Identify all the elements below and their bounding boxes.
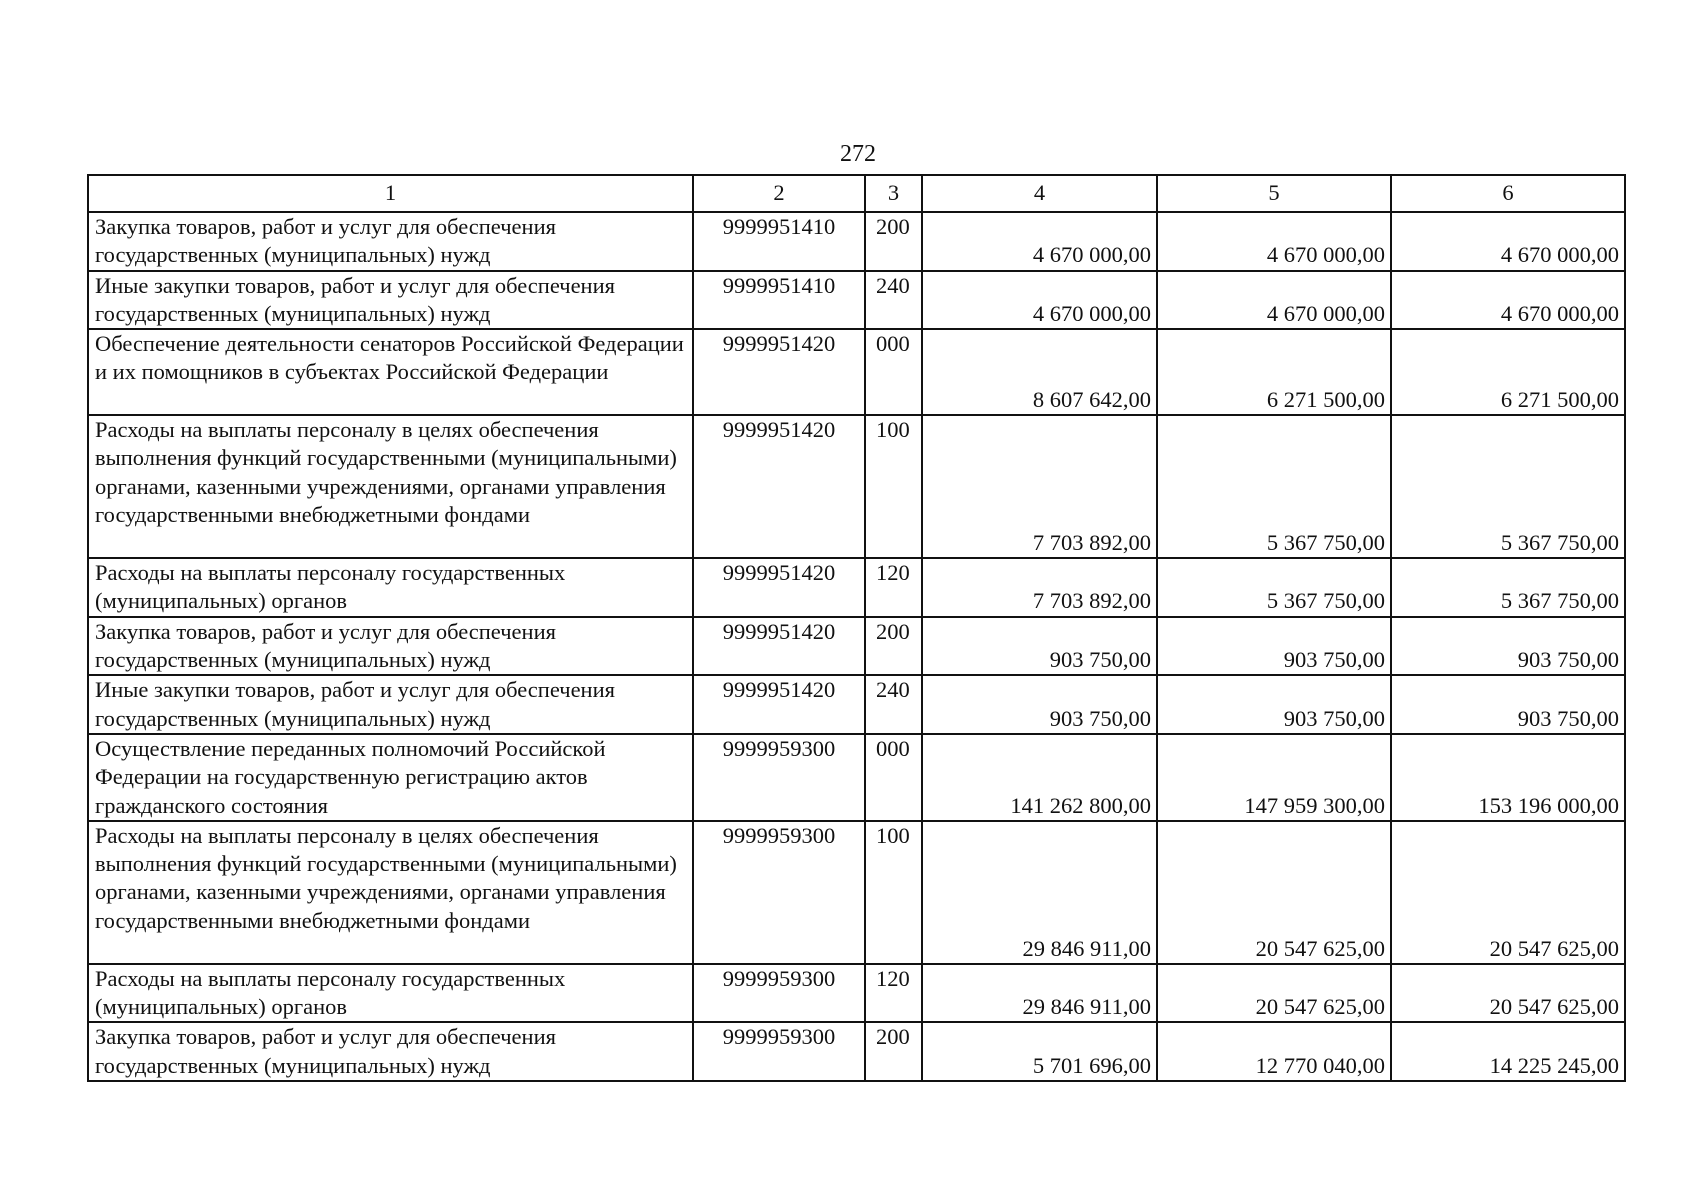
row-amount-col5: 147 959 300,00 xyxy=(1157,734,1391,821)
row-amount-col5: 20 547 625,00 xyxy=(1157,821,1391,964)
row-target-code: 9999951410 xyxy=(693,212,865,271)
row-description: Расходы на выплаты персоналу государственных (муниципальных) органов xyxy=(88,558,693,617)
column-header-2: 2 xyxy=(693,175,865,212)
table-row xyxy=(88,734,1625,821)
row-amount-col4: 141 262 800,00 xyxy=(922,734,1157,821)
row-description: Закупка товаров, работ и услуг для обеспечения государственных (муниципальных) нужд xyxy=(88,212,693,271)
row-amount-col4: 903 750,00 xyxy=(922,617,1157,676)
row-description: Осуществление переданных полномочий Российской Федерации на государственную регистрацию актов гражданского состояния xyxy=(88,734,693,821)
row-target-code: 9999951420 xyxy=(693,675,865,734)
row-amount-col5: 903 750,00 xyxy=(1157,675,1391,734)
table-row xyxy=(88,675,1625,734)
row-expense-type: 200 xyxy=(865,1022,922,1081)
row-target-code: 9999959300 xyxy=(693,1022,865,1081)
table-row xyxy=(88,1022,1625,1081)
budget-table xyxy=(87,174,1626,1082)
row-amount-col5: 4 670 000,00 xyxy=(1157,212,1391,271)
row-amount-col4: 4 670 000,00 xyxy=(922,271,1157,330)
row-amount-col6: 903 750,00 xyxy=(1391,617,1625,676)
row-amount-col6: 6 271 500,00 xyxy=(1391,329,1625,415)
row-expense-type: 000 xyxy=(865,329,922,415)
row-description: Расходы на выплаты персоналу в целях обеспечения выполнения функций государственными (муниципальными) органами, казенными учреждениями, органами управления государственными внебюджетными фондами xyxy=(88,821,693,964)
row-amount-col6: 5 367 750,00 xyxy=(1391,415,1625,558)
column-header-6: 6 xyxy=(1391,175,1625,212)
row-amount-col5: 20 547 625,00 xyxy=(1157,964,1391,1023)
row-amount-col5: 903 750,00 xyxy=(1157,617,1391,676)
row-target-code: 9999951410 xyxy=(693,271,865,330)
row-expense-type: 240 xyxy=(865,271,922,330)
row-target-code: 9999951420 xyxy=(693,617,865,676)
row-amount-col5: 5 367 750,00 xyxy=(1157,558,1391,617)
row-amount-col6: 14 225 245,00 xyxy=(1391,1022,1625,1081)
row-amount-col4: 4 670 000,00 xyxy=(922,212,1157,271)
row-amount-col4: 8 607 642,00 xyxy=(922,329,1157,415)
table-header-row xyxy=(88,175,1625,212)
row-expense-type: 240 xyxy=(865,675,922,734)
row-description: Обеспечение деятельности сенаторов Российской Федерации и их помощников в субъектах Российской Федерации xyxy=(88,329,693,415)
row-amount-col6: 4 670 000,00 xyxy=(1391,271,1625,330)
table-row xyxy=(88,964,1625,1023)
table-row xyxy=(88,558,1625,617)
column-header-4: 4 xyxy=(922,175,1157,212)
row-amount-col6: 4 670 000,00 xyxy=(1391,212,1625,271)
row-target-code: 9999951420 xyxy=(693,329,865,415)
row-description: Иные закупки товаров, работ и услуг для обеспечения государственных (муниципальных) нужд xyxy=(88,675,693,734)
row-amount-col6: 20 547 625,00 xyxy=(1391,964,1625,1023)
row-expense-type: 100 xyxy=(865,821,922,964)
row-expense-type: 100 xyxy=(865,415,922,558)
row-target-code: 9999951420 xyxy=(693,558,865,617)
row-expense-type: 120 xyxy=(865,558,922,617)
column-header-1: 1 xyxy=(88,175,693,212)
row-description: Закупка товаров, работ и услуг для обеспечения государственных (муниципальных) нужд xyxy=(88,617,693,676)
row-target-code: 9999951420 xyxy=(693,415,865,558)
page-number: 272 xyxy=(840,141,876,167)
row-description: Расходы на выплаты персоналу в целях обеспечения выполнения функций государственными (муниципальными) органами, казенными учреждениями, органами управления государственными внебюджетными фондами xyxy=(88,415,693,558)
row-expense-type: 200 xyxy=(865,617,922,676)
row-amount-col6: 153 196 000,00 xyxy=(1391,734,1625,821)
row-amount-col4: 29 846 911,00 xyxy=(922,821,1157,964)
table-row xyxy=(88,617,1625,676)
table-row xyxy=(88,212,1625,271)
row-description: Расходы на выплаты персоналу государственных (муниципальных) органов xyxy=(88,964,693,1023)
row-amount-col5: 4 670 000,00 xyxy=(1157,271,1391,330)
row-description: Закупка товаров, работ и услуг для обеспечения государственных (муниципальных) нужд xyxy=(88,1022,693,1081)
table-row xyxy=(88,415,1625,558)
row-amount-col4: 7 703 892,00 xyxy=(922,558,1157,617)
row-amount-col4: 903 750,00 xyxy=(922,675,1157,734)
column-header-5: 5 xyxy=(1157,175,1391,212)
column-header-3: 3 xyxy=(865,175,922,212)
row-target-code: 9999959300 xyxy=(693,821,865,964)
row-expense-type: 200 xyxy=(865,212,922,271)
row-target-code: 9999959300 xyxy=(693,964,865,1023)
table-row xyxy=(88,271,1625,330)
row-expense-type: 120 xyxy=(865,964,922,1023)
row-target-code: 9999959300 xyxy=(693,734,865,821)
row-amount-col5: 5 367 750,00 xyxy=(1157,415,1391,558)
row-amount-col6: 5 367 750,00 xyxy=(1391,558,1625,617)
table-row xyxy=(88,329,1625,415)
row-amount-col5: 6 271 500,00 xyxy=(1157,329,1391,415)
table-row xyxy=(88,821,1625,964)
row-expense-type: 000 xyxy=(865,734,922,821)
row-description: Иные закупки товаров, работ и услуг для обеспечения государственных (муниципальных) нужд xyxy=(88,271,693,330)
row-amount-col6: 20 547 625,00 xyxy=(1391,821,1625,964)
row-amount-col4: 29 846 911,00 xyxy=(922,964,1157,1023)
row-amount-col4: 7 703 892,00 xyxy=(922,415,1157,558)
row-amount-col6: 903 750,00 xyxy=(1391,675,1625,734)
row-amount-col4: 5 701 696,00 xyxy=(922,1022,1157,1081)
row-amount-col5: 12 770 040,00 xyxy=(1157,1022,1391,1081)
